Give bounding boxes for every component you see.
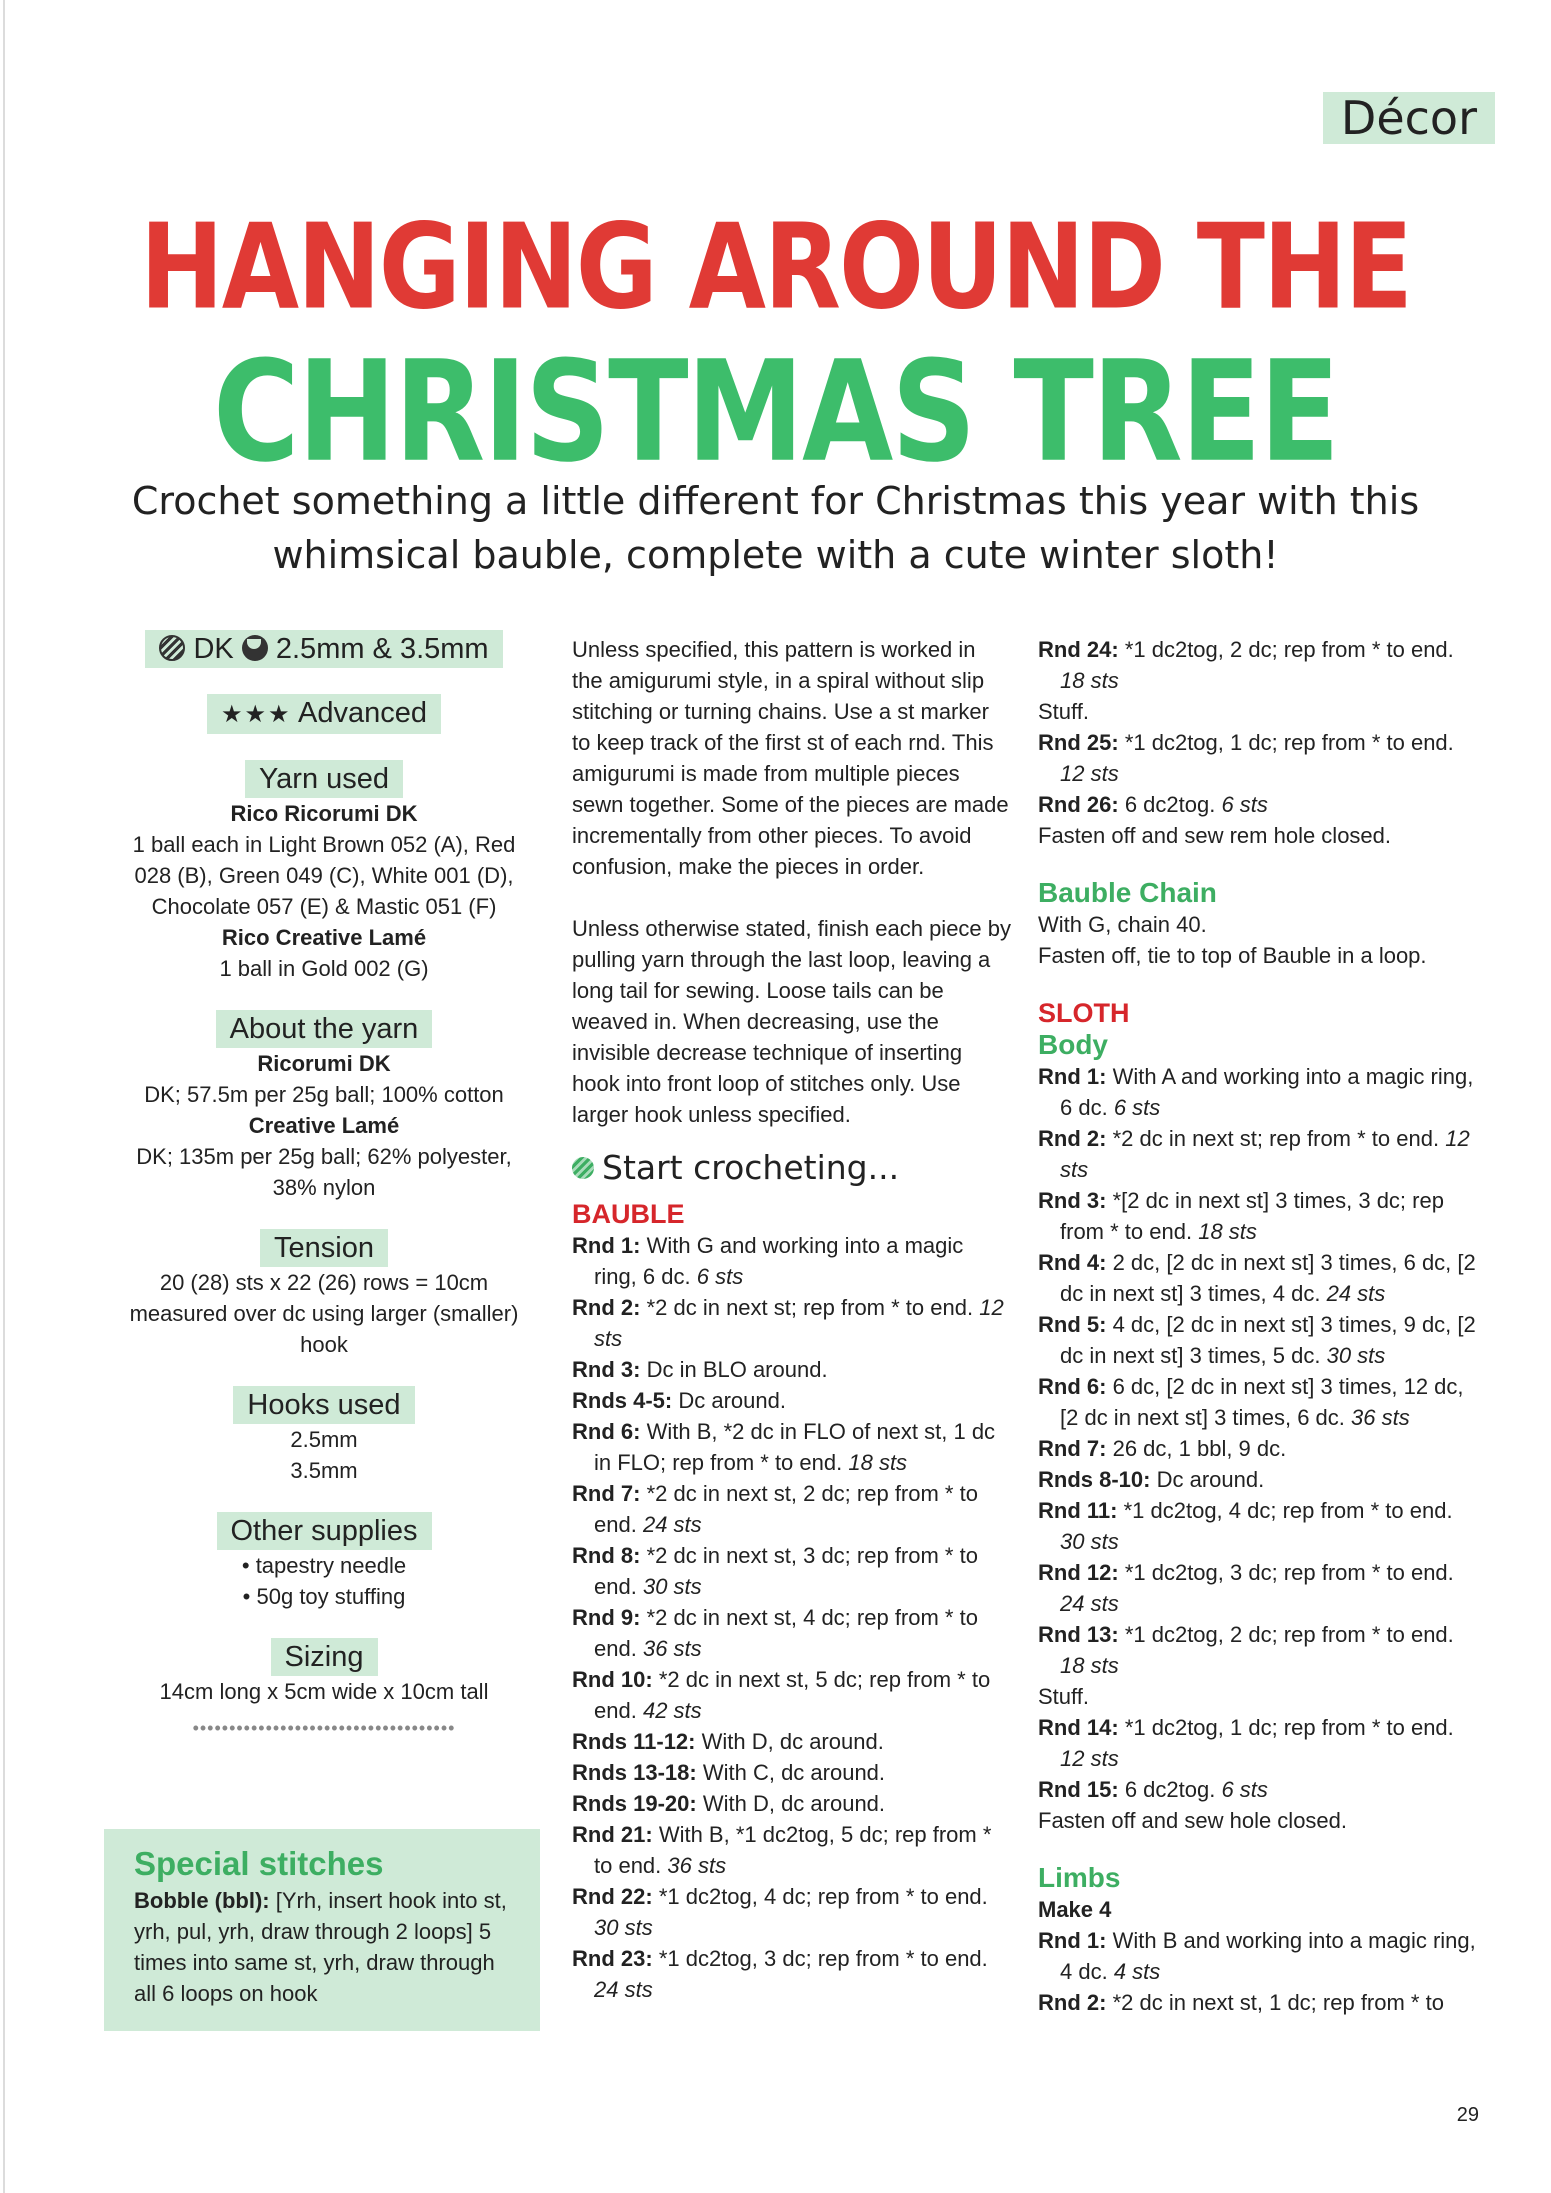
round-count: 18 sts — [848, 1450, 908, 1475]
round-label: Rnd 24: — [1038, 637, 1119, 662]
chain-line-2: Fasten off, tie to top of Bauble in a loop. — [1038, 943, 1427, 968]
round-text: Dc around. — [1156, 1467, 1265, 1492]
round-text: 4 dc, [2 dc in next st] 3 times, 9 dc, [2 dc in next st] 3 times, 5 dc. — [1060, 1312, 1476, 1368]
round-label: Rnds 13-18: — [572, 1760, 697, 1785]
round-line — [1038, 1557, 1478, 1619]
round-line — [1038, 1987, 1478, 2018]
bauble-chain-heading: Bauble Chain — [1038, 877, 1217, 908]
round-line — [1038, 1774, 1478, 1805]
info-column — [112, 630, 536, 1737]
round-text: *2 dc in next st, 1 dc; rep from * to — [1112, 1990, 1444, 2015]
bobble-definition: [Yrh, insert hook into st, yrh, pul, yrh, draw through 2 loops] 5 times into same st, yrh, draw through all 6 loops on hook — [134, 1888, 507, 2006]
round-label: Rnd 12: — [1038, 1560, 1119, 1585]
round-line — [1038, 727, 1478, 789]
round-line — [1038, 1619, 1478, 1681]
round-count: 36 sts — [1351, 1405, 1410, 1430]
round-count: 12 sts — [1060, 1746, 1119, 1771]
round-count: 36 sts — [667, 1853, 727, 1878]
round-line — [572, 1602, 1012, 1664]
round-label: Rnd 26: — [1038, 792, 1119, 817]
about-yarn-heading: About the yarn — [216, 1010, 433, 1048]
round-count: 42 sts — [642, 1698, 702, 1723]
fasten-off-note: Fasten off and sew hole closed. — [1038, 1808, 1348, 1833]
round-line — [1038, 1309, 1478, 1371]
difficulty-label: Advanced — [298, 697, 427, 729]
round-line — [1038, 1123, 1478, 1185]
round-label: Rnd 21: — [572, 1822, 653, 1847]
round-text: *2 dc in next st; rep from * to end. — [646, 1295, 974, 1320]
round-line — [1038, 634, 1478, 696]
round-label: Rnd 6: — [572, 1419, 641, 1444]
start-crocheting-label: Start crocheting... — [602, 1148, 900, 1187]
round-label: Rnds 19-20: — [572, 1791, 697, 1816]
round-text: With B, *1 dc2tog, 5 dc; rep from * to end. — [594, 1822, 992, 1878]
difficulty-tag — [207, 694, 441, 734]
round-line — [572, 1540, 1012, 1602]
round-label: Rnd 2: — [1038, 1990, 1107, 2015]
round-count: 18 sts — [1060, 668, 1119, 693]
round-line — [1038, 1712, 1478, 1774]
round-text: *1 dc2tog, 1 dc; rep from * to end. — [1124, 730, 1454, 755]
round-line — [1038, 789, 1478, 820]
round-line — [572, 1385, 1012, 1416]
round-line — [572, 1819, 1012, 1881]
round-label: Rnd 13: — [1038, 1622, 1119, 1647]
round-count: 6 sts — [696, 1264, 744, 1289]
special-stitches-box — [104, 1829, 540, 2031]
round-count: 12 sts — [594, 1295, 1004, 1351]
round-count: 6 sts — [1221, 1777, 1268, 1802]
yarn-ball-icon — [572, 1157, 594, 1179]
round-label: Rnds 11-12: — [572, 1729, 696, 1754]
about-yarn-1-text: DK; 57.5m per 25g ball; 100% cotton — [144, 1082, 504, 1107]
round-text: 6 dc2tog. — [1124, 792, 1216, 817]
round-label: Rnd 10: — [572, 1667, 653, 1692]
pattern-column-middle — [572, 634, 1012, 2005]
round-line — [572, 1292, 1012, 1354]
round-text: 2 dc, [2 dc in next st] 3 times, 6 dc, [2 dc in next st] 3 times, 4 dc. — [1060, 1250, 1476, 1306]
round-label: Rnd 9: — [572, 1605, 641, 1630]
round-label: Rnd 1: — [1038, 1064, 1107, 1089]
round-line — [1038, 1464, 1478, 1495]
other-supplies-heading: Other supplies — [217, 1512, 432, 1550]
round-line — [1038, 1495, 1478, 1557]
round-line — [572, 1664, 1012, 1726]
round-count: 6 sts — [1221, 792, 1268, 817]
round-label: Rnds 8-10: — [1038, 1467, 1151, 1492]
round-label: Rnd 8: — [572, 1543, 641, 1568]
tension-heading: Tension — [260, 1229, 388, 1267]
round-label: Rnd 2: — [1038, 1126, 1107, 1151]
round-count: 18 sts — [1060, 1653, 1119, 1678]
round-text: *2 dc in next st, 5 dc; rep from * to end. — [594, 1667, 991, 1723]
round-label: Rnd 6: — [1038, 1374, 1107, 1399]
body-heading: Body — [1038, 1029, 1108, 1060]
supply-item: • tapestry needle — [112, 1550, 536, 1581]
intro-paragraph-1: Unless specified, this pattern is worked in the amigurumi style, in a spiral without slip stitching or turning chains. Use a st marker to keep track of the first st of each rnd. This amigurumi is made from multiple pieces sewn together. Some of the pieces are made incrementally from other pieces. To avoid confusion, make the pieces in order. — [572, 637, 1009, 879]
round-text: With B and working into a magic ring, 4 dc. — [1060, 1928, 1476, 1984]
round-line — [572, 1478, 1012, 1540]
sizing-text: 14cm long x 5cm wide x 10cm tall — [159, 1679, 489, 1704]
round-count: 12 sts — [1060, 761, 1119, 786]
round-label: Rnd 15: — [1038, 1777, 1119, 1802]
round-count: 30 sts — [1060, 1529, 1119, 1554]
page-number: 29 — [1456, 2104, 1479, 2126]
limbs-rounds — [1038, 1925, 1478, 2018]
dotted-divider: •••••••••••••••••••••••••••••••••••• — [192, 1718, 456, 1738]
round-text: *2 dc in next st; rep from * to end. — [1112, 1126, 1440, 1151]
round-text: *2 dc in next st, 2 dc; rep from * to end. — [594, 1481, 978, 1537]
round-line — [1038, 1061, 1478, 1123]
round-label: Rnds 4-5: — [572, 1388, 673, 1413]
pattern-column-right — [1038, 634, 1478, 2018]
round-text: *1 dc2tog, 2 dc; rep from * to end. — [1124, 1622, 1454, 1647]
hook-sizes: 2.5mm & 3.5mm — [275, 633, 489, 665]
round-line — [572, 1354, 1012, 1385]
intro-paragraph-2: Unless otherwise stated, finish each piece by pulling yarn through the last loop, leaving a long tail for sewing. Loose tails can be weaved in. When decreasing, use the invisible decrease technique of inserting hook into front loop of stitches only. Use larger hook unless specified. — [572, 916, 1012, 1127]
yarn-brand-1: Rico Ricorumi DK — [230, 801, 418, 826]
round-text: With D, dc around. — [702, 1791, 886, 1816]
round-line — [572, 1230, 1012, 1292]
yarn-ball-icon — [159, 635, 185, 661]
stuff-note: Stuff. — [1038, 1684, 1089, 1709]
hooks-used-heading: Hooks used — [233, 1386, 414, 1424]
round-text: With G and working into a magic ring, 6 dc. — [594, 1233, 964, 1289]
round-text: *[2 dc in next st] 3 times, 3 dc; rep from * to end. — [1060, 1188, 1444, 1244]
round-text: 6 dc, [2 dc in next st] 3 times, 12 dc, [2 dc in next st] 3 times, 6 dc. — [1060, 1374, 1464, 1430]
round-text: *1 dc2tog, 1 dc; rep from * to end. — [1124, 1715, 1454, 1740]
round-label: Rnd 5: — [1038, 1312, 1107, 1337]
round-count: 30 sts — [1326, 1343, 1386, 1368]
round-count: 24 sts — [1326, 1281, 1386, 1306]
round-label: Rnd 1: — [1038, 1928, 1107, 1953]
round-text: *1 dc2tog, 4 dc; rep from * to end. — [1123, 1498, 1453, 1523]
round-count: 18 sts — [1198, 1219, 1257, 1244]
fasten-off-note: Fasten off and sew rem hole closed. — [1038, 823, 1392, 848]
round-text: With B, *2 dc in FLO of next st, 1 dc in FLO; rep from * to end. — [594, 1419, 996, 1475]
round-count: 30 sts — [594, 1915, 653, 1940]
round-line — [572, 1757, 1012, 1788]
round-count: 36 sts — [642, 1636, 702, 1661]
round-count: 4 sts — [1113, 1959, 1161, 1984]
round-text: With A and working into a magic ring, 6 dc. — [1060, 1064, 1474, 1120]
round-count: 24 sts — [642, 1512, 702, 1537]
round-count: 30 sts — [642, 1574, 702, 1599]
round-line — [572, 1726, 1012, 1757]
round-text: *1 dc2tog, 3 dc; rep from * to end. — [1124, 1560, 1454, 1585]
yarn-weight: DK — [193, 633, 234, 665]
sizing-heading: Sizing — [271, 1638, 378, 1676]
about-yarn-1: Ricorumi DK — [257, 1051, 391, 1076]
intro-text: Crochet something a little different for Christmas this year with this whimsical bauble, complete with a cute winter sloth! — [131, 479, 1420, 577]
title-line-2: CHRISTMAS TREE — [213, 330, 1338, 493]
special-stitches-heading: Special stitches — [134, 1845, 384, 1882]
round-text: With D, dc around. — [701, 1729, 884, 1754]
round-label: Rnd 7: — [572, 1481, 641, 1506]
chain-line-1: With G, chain 40. — [1038, 912, 1207, 937]
difficulty-stars: ★★★ — [220, 701, 292, 728]
section-tag: Décor — [1323, 92, 1495, 144]
round-count: 24 sts — [594, 1977, 653, 2002]
body-rounds — [1038, 1061, 1478, 1681]
yarn-brand-2-text: 1 ball in Gold 002 (G) — [219, 956, 429, 981]
yarn-brand-1-text: 1 ball each in Light Brown 052 (A), Red 028 (B), Green 049 (C), White 001 (D), Chocolate 057 (E) & Mastic 051 (F) — [132, 832, 516, 919]
limbs-heading: Limbs — [1038, 1862, 1121, 1893]
round-label: Rnd 2: — [572, 1295, 641, 1320]
round-label: Rnd 3: — [572, 1357, 641, 1382]
round-line — [1038, 1185, 1478, 1247]
hook-size-1: 2.5mm — [290, 1427, 358, 1452]
supplies-list — [112, 1550, 536, 1612]
round-text: *2 dc in next st, 3 dc; rep from * to end. — [594, 1543, 978, 1599]
round-line — [1038, 1925, 1478, 1987]
round-count: 24 sts — [1060, 1591, 1119, 1616]
round-line — [1038, 1371, 1478, 1433]
round-line — [1038, 1247, 1478, 1309]
round-text: *2 dc in next st, 4 dc; rep from * to end. — [594, 1605, 978, 1661]
round-label: Rnd 11: — [1038, 1498, 1118, 1523]
round-text: *1 dc2tog, 4 dc; rep from * to end. — [658, 1884, 988, 1909]
round-text: 26 dc, 1 bbl, 9 dc. — [1112, 1436, 1287, 1461]
round-label: Rnd 4: — [1038, 1250, 1107, 1275]
yarn-used-heading: Yarn used — [245, 760, 403, 798]
tension-text: 20 (28) sts x 22 (26) rows = 10cm measured over dc using larger (smaller) hook — [129, 1270, 519, 1357]
round-label: Rnd 25: — [1038, 730, 1119, 755]
round-text: With C, dc around. — [702, 1760, 886, 1785]
body-rounds-continued — [1038, 1712, 1478, 1805]
about-yarn-2-text: DK; 135m per 25g ball; 62% polyester, 38% nylon — [136, 1144, 512, 1200]
round-line — [572, 1788, 1012, 1819]
crochet-hook-icon — [242, 635, 268, 661]
stuff-note: Stuff. — [1038, 699, 1089, 724]
yarn-brand-2: Rico Creative Lamé — [221, 925, 427, 950]
round-text: Dc in BLO around. — [646, 1357, 828, 1382]
round-label: Rnd 1: — [572, 1233, 641, 1258]
round-count: 6 sts — [1113, 1095, 1161, 1120]
about-yarn-2: Creative Lamé — [248, 1113, 400, 1138]
sloth-heading: SLOTH — [1038, 998, 1130, 1028]
round-text: *1 dc2tog, 2 dc; rep from * to end. — [1124, 637, 1454, 662]
bauble-rounds — [572, 1230, 1012, 2005]
bobble-term: Bobble (bbl): — [134, 1888, 270, 1913]
limbs-make-count: Make 4 — [1038, 1897, 1112, 1922]
start-crocheting-heading — [572, 1148, 1012, 1188]
round-label: Rnd 14: — [1038, 1715, 1119, 1740]
round-label: Rnd 22: — [572, 1884, 653, 1909]
round-count: 12 sts — [1060, 1126, 1470, 1182]
round-line — [572, 1943, 1012, 2005]
round-text: 6 dc2tog. — [1124, 1777, 1216, 1802]
bauble-heading: BAUBLE — [572, 1199, 685, 1229]
round-label: Rnd 3: — [1038, 1188, 1107, 1213]
supply-item: • 50g toy stuffing — [112, 1581, 536, 1612]
round-line — [1038, 1433, 1478, 1464]
round-text: Dc around. — [678, 1388, 786, 1413]
round-label: Rnd 7: — [1038, 1436, 1107, 1461]
title-line-1: HANGING AROUND THE — [140, 198, 1411, 337]
round-line — [572, 1416, 1012, 1478]
round-text: *1 dc2tog, 3 dc; rep from * to end. — [658, 1946, 988, 1971]
yarn-weight-hook-tag — [145, 630, 502, 668]
round-label: Rnd 23: — [572, 1946, 653, 1971]
round-line — [572, 1881, 1012, 1943]
hook-size-2: 3.5mm — [290, 1458, 358, 1483]
